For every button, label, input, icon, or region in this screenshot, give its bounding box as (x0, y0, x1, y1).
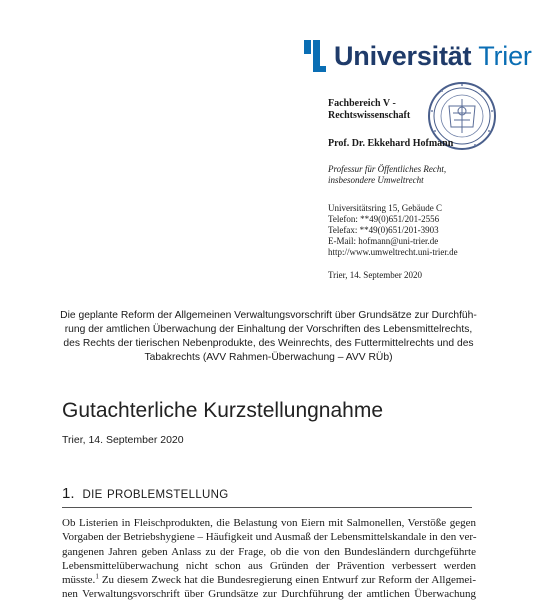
body-line: gangenen Jahren geben Anlass zu der Frage, ob die von den Bundesländern durchgeführte (62, 545, 476, 558)
phone-line: Telefon: **49(0)651/201-2556 (328, 214, 440, 224)
logo-wordmark: Universität Trier (334, 41, 532, 71)
body-line: müsste.$^1$ Zu diesem Zweck hat die Bundesregierung einen Entwurf zur Reform der Allgemei- (62, 572, 476, 587)
header-date: Trier, 14. September 2020 (328, 270, 423, 280)
fax-line: Telefax: **49(0)651/201-3903 (328, 225, 439, 235)
body-line: nen Verwaltungsvorschrift über Grundsätze zur Durchführung der amtlichen Überwachung (62, 588, 476, 601)
website-line: http://www.umweltrecht.uni-trier.de (328, 247, 458, 257)
chair-line1: Professur für Öffentliches Recht, (328, 164, 447, 174)
body-paragraph (62, 516, 476, 602)
university-logo (304, 37, 532, 75)
chair-line2: insbesondere Umweltrecht (328, 175, 424, 185)
department-line1: Fachbereich V - (328, 98, 396, 109)
subject-line: rung der amtlichen Überwachung der Einhaltung der Vorschriften des Lebensmittelrechts, (64, 324, 473, 335)
document-title: Gutachterliche Kurzstellungnahme (62, 399, 384, 422)
subject-line: des Rechts der tierischen Nebenprodukte, des Weinrechts, des Futtermittelrechts und des (63, 338, 474, 349)
section-number: 1. (62, 485, 75, 502)
body-line: Lebensmittelüberwachung nicht schon aus Gründen der Prävention verbessert werden (62, 559, 476, 572)
logo-mark-icon (304, 40, 326, 72)
footnote-marker[interactable]: 1 (95, 572, 99, 581)
subject-line: Die geplante Reform der Allgemeinen Verwaltungsvorschrift über Grundsätze zur Durchfüh- (60, 310, 477, 321)
section-heading (62, 485, 472, 508)
professor-name: Prof. Dr. Ekkehard Hofmann (328, 138, 454, 149)
department-line2: Rechtswissenschaft (328, 110, 411, 121)
section-heading-word1: DIE (82, 489, 103, 501)
email-line: E-Mail: hofmann@uni-trier.de (328, 236, 439, 246)
subject-line: Tabakrechts (AVV Rahmen-Überwachung – AVV RÜb) (144, 352, 393, 363)
subject-block (40, 309, 497, 365)
address-line: Universitätsring 15, Gebäude C (328, 203, 442, 213)
document-date: Trier, 14. September 2020 (62, 434, 184, 446)
body-line: Vorgaben der Betriebshygiene – Häufigkeit und Ausmaß der Lebensmittelskandale in den ver- (62, 531, 477, 544)
body-line: Ob Listerien in Fleischprodukten, die Belastung von Eiern mit Salmonellen, Verstöße gegen (62, 517, 476, 529)
section-heading-word2: PROBLEMSTELLUNG (107, 489, 229, 501)
